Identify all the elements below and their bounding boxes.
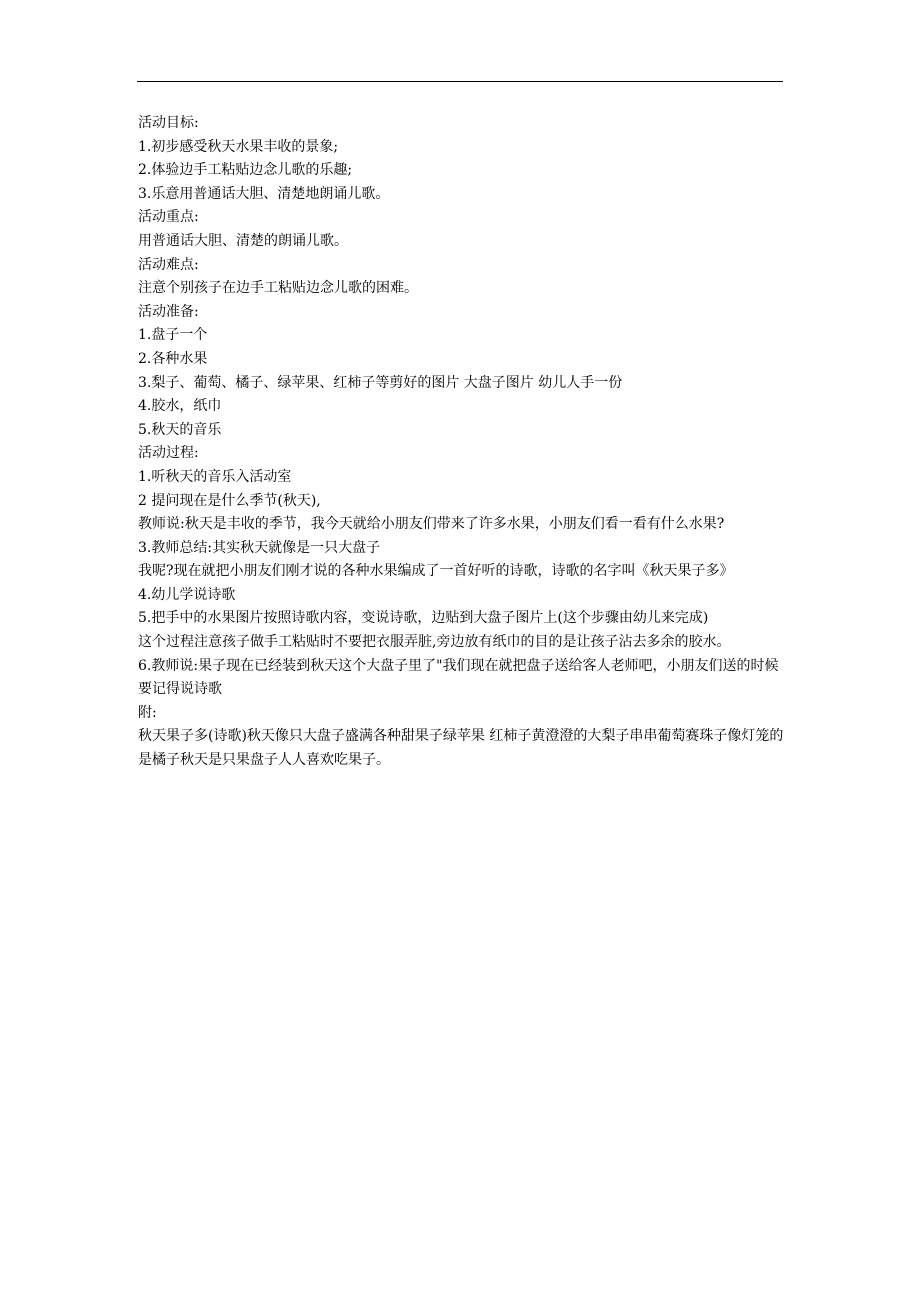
process-poem-intro: 我呢?现在就把小朋友们刚才说的各种水果编成了一首好听的诗歌，诗歌的名字叫《秋天果子多》 <box>138 563 734 580</box>
process-note: 这个过程注意孩子做手工粘贴时不要把衣服弄脏,旁边放有纸巾的目的是让孩子沾去多余的胶水。 <box>138 634 731 651</box>
appendix-poem: 秋天果子多(诗歌)秋天像只大盘子盛满各种甜果子绿苹果 红柿子黄澄澄的大梨子串串葡萄赛珠子像灯笼的是橘子秋天是只果盘子人人喜欢吃果子。 <box>138 728 784 769</box>
heading-key-point: 活动重点: <box>138 209 199 226</box>
goal-item-3: 3.乐意用普通话大胆、清楚地朗诵儿歌。 <box>138 185 390 202</box>
preparation-item-5: 5.秋天的音乐 <box>138 421 222 438</box>
preparation-item-3: 3.梨子、葡萄、橘子、绿苹果、红柿子等剪好的图片 大盘子图片 幼儿人手一份 <box>138 374 623 391</box>
process-teacher-says: 教师说:秋天是丰收的季节，我今天就给小朋友们带来了许多水果，小朋友们看一看有什么水果? <box>138 516 725 533</box>
preparation-item-2: 2.各种水果 <box>138 350 208 367</box>
heading-appendix: 附: <box>138 704 157 721</box>
header-rule <box>137 81 783 82</box>
process-step-1: 1.听秋天的音乐入活动室 <box>138 468 292 485</box>
document-body <box>138 112 784 773</box>
process-step-3: 3.教师总结:其实秋天就像是一只大盘子 <box>138 539 381 556</box>
process-step-5: 5.把手中的水果图片按照诗歌内容，变说诗歌，边贴到大盘子图片上(这个步骤由幼儿来完成) <box>138 610 709 627</box>
heading-process: 活动过程: <box>138 445 199 462</box>
preparation-item-4: 4.胶水，纸巾 <box>138 398 222 415</box>
heading-preparation: 活动准备: <box>138 303 199 320</box>
goal-item-1: 1.初步感受秋天水果丰收的景象; <box>138 138 339 155</box>
process-step-4: 4.幼儿学说诗歌 <box>138 586 236 603</box>
difficulty-text: 注意个别孩子在边手工粘贴边念儿歌的困难。 <box>138 280 418 297</box>
goal-item-2: 2.体验边手工粘贴边念儿歌的乐趣; <box>138 162 353 179</box>
key-point-text: 用普通话大胆、清楚的朗诵儿歌。 <box>138 232 348 249</box>
process-step-2: 2 提问现在是什么季节(秋天), <box>138 492 321 509</box>
process-step-6: 6.教师说:果子现在已经装到秋天这个大盘子里了"我们现在就把盘子送给客人老师吧，小朋友们送的时候要记得说诗歌 <box>138 657 779 698</box>
heading-goals: 活动目标: <box>138 115 199 131</box>
heading-difficulty: 活动难点: <box>138 256 199 273</box>
preparation-item-1: 1.盘子一个 <box>138 327 208 344</box>
